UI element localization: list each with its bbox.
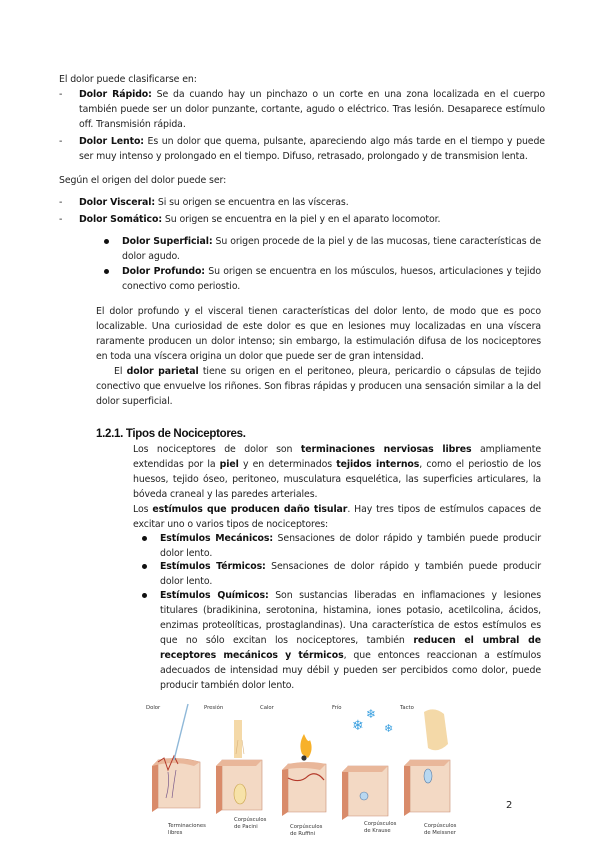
section-heading: 1.2.1. Tipos de Nociceptores. — [96, 428, 246, 440]
block-ruffini — [282, 734, 326, 816]
touch-finger — [424, 709, 448, 750]
block-pacini — [216, 720, 262, 814]
term: Estímulos Térmicos: — [160, 561, 266, 572]
stimulus-quimicos — [142, 588, 541, 693]
term: Estímulos Mecánicos: — [160, 533, 274, 544]
pressure-finger — [234, 720, 242, 758]
dash-marker: - — [59, 89, 63, 100]
caption-ruffini: Corpúsculos de Ruffini — [290, 824, 323, 837]
definition: Sensaciones de dolor rápido y también puede producir dolor lento. — [160, 533, 541, 559]
label-frio: Frío — [332, 705, 342, 711]
list-item-dolor-lento — [59, 134, 545, 164]
bold-term: estímulos que producen daño tisular — [152, 504, 348, 515]
list-item-dolor-visceral — [59, 195, 545, 210]
bold-term: piel — [219, 459, 239, 470]
list-item-dolor-rapido — [59, 87, 545, 132]
definition: Su origen se encuentra en la piel y en el aparato locomotor. — [162, 214, 441, 225]
term: Dolor Visceral: — [79, 197, 155, 208]
stimulus-mecanicos — [142, 531, 541, 561]
definition: Su origen procede de la piel y de las mucosas, tiene características de dolor agudo. — [122, 236, 542, 262]
definition: Si su origen se encuentra en las vísceras. — [154, 197, 349, 208]
term: Dolor Superficial: — [122, 236, 213, 247]
bold-term: reducen el umbral de receptores mecánicos y térmicos — [160, 635, 541, 661]
definition: Se da cuando hay un pinchazo o un corte en una zona localizada en el cuerpo también puede ser un dolor punzante, cortante, agudo o eléctrico. Tras lesión. Desaparece estímulo off. Transmisión rápida. — [79, 89, 545, 130]
text: El — [114, 366, 127, 377]
caption-terminaciones: Terminaciones libres — [168, 823, 206, 836]
text: . Hay tres tipos de estímulos capaces de excitar uno o varios tipos de nociceptores: — [133, 504, 541, 530]
block-terminaciones-libres — [152, 704, 200, 812]
label-presion: Presión — [204, 705, 224, 711]
definition: Son sustancias liberadas en inflamaciones y lesiones titulares (bradikinina, serotonina, histamina, iones potasio, acetilcolina, ácidos, enzimas proteolíticas, prostaglandinas). Una característica de estos estímulos es que no sólo excitan los nociceptores, también — [160, 590, 541, 646]
snowflake-icon: ❄ — [384, 722, 394, 735]
text: tiene su origen en el peritoneo, pleura, pericardio o cápsulas de tejido conectivo que envuelve los riñones. Son fibras rápidas y producen una sensación similar a la del dolor superficial. — [96, 366, 542, 407]
bold-term: terminaciones nerviosas libres — [300, 444, 472, 455]
term: Dolor Profundo: — [122, 266, 205, 277]
term: Dolor Rápido: — [79, 89, 152, 100]
term: Estímulos Químicos: — [160, 590, 269, 601]
definition: , que entonces reaccionan a estímulos adecuados de intensidad muy débil y pueden ser percibidos como dolor, puede producir también dolor lento. — [160, 650, 541, 691]
flame — [300, 734, 311, 758]
needle — [174, 704, 188, 760]
definition: Su origen se encuentra en los músculos, huesos, articulaciones y tejido conectivo como periostio. — [122, 266, 541, 292]
label-tacto: Tacto — [400, 705, 414, 711]
paragraph-nociceptors — [133, 442, 541, 502]
caption-krause: Corpúsculos de Krause — [364, 821, 397, 834]
text: , como el periostio de los huesos, tejido óseo, peritoneo, musculatura esquelética, las superficies articulares, la bóveda craneal y las paredes arteriales. — [133, 459, 542, 500]
term: Dolor Lento: — [79, 136, 144, 147]
bullet-dot — [142, 536, 147, 541]
label-calor: Calor — [260, 705, 274, 711]
caption-pacini: Corpúsculos de Pacini — [234, 817, 267, 830]
paragraph-stimuli — [133, 502, 541, 532]
list-item-dolor-somatico — [59, 212, 545, 227]
dash-marker: - — [59, 197, 63, 208]
definition: Sensaciones de dolor rápido y también puede producir dolor lento. — [160, 561, 541, 587]
label-dolor: Dolor — [146, 705, 161, 711]
paragraph-visceral: El dolor profundo y el visceral tienen características del dolor lento, de modo que es poco localizable. Una curiosidad de este dolor es que en lesiones muy localizadas en una víscera raramente producen un dolor intenso; sin embargo, la estimulación difusa de los nociceptores en toda una víscera origina un dolor que puede ser de gran intensidad. — [96, 306, 541, 362]
snowflake-icon: ❄ — [352, 718, 364, 734]
sublist-item-profundo — [104, 264, 541, 294]
text: Los nociceptores de dolor son — [133, 444, 301, 455]
block-meissner — [404, 709, 450, 816]
stimulus-termicos — [142, 559, 541, 589]
bullet-dot — [142, 564, 147, 569]
definition: Es un dolor que quema, pulsante, apareciendo algo más tarde en el tiempo y puede ser muy intenso y prolongado en el tiempo. Difuso, retrasado, prolongado y de transmision lenta. — [79, 136, 545, 162]
paragraph-parietal — [96, 364, 541, 409]
caption-meissner: Corpúsculos de Meissner — [424, 823, 457, 836]
text: Los — [133, 504, 153, 515]
block-krause — [342, 707, 393, 820]
sublist-item-superficial — [104, 234, 541, 264]
snowflake-icon: ❄ — [366, 707, 377, 721]
bullet-dot — [142, 593, 147, 598]
intro-classification: El dolor puede clasificarse en: — [59, 74, 197, 85]
nociceptor-figure — [138, 700, 458, 848]
bold-term: tejidos internos — [336, 459, 420, 470]
intro-origin: Según el origen del dolor puede ser: — [59, 175, 227, 186]
dash-marker: - — [59, 214, 63, 225]
dash-marker: - — [59, 136, 63, 147]
term: Dolor Somático: — [79, 214, 162, 225]
bullet-dot — [104, 269, 109, 274]
bullet-dot — [104, 239, 109, 244]
page-number: 2 — [506, 800, 513, 811]
bold-term: dolor parietal — [126, 366, 199, 377]
text: ampliamente extendidas por la — [133, 444, 542, 470]
text: y en determinados — [238, 459, 337, 470]
